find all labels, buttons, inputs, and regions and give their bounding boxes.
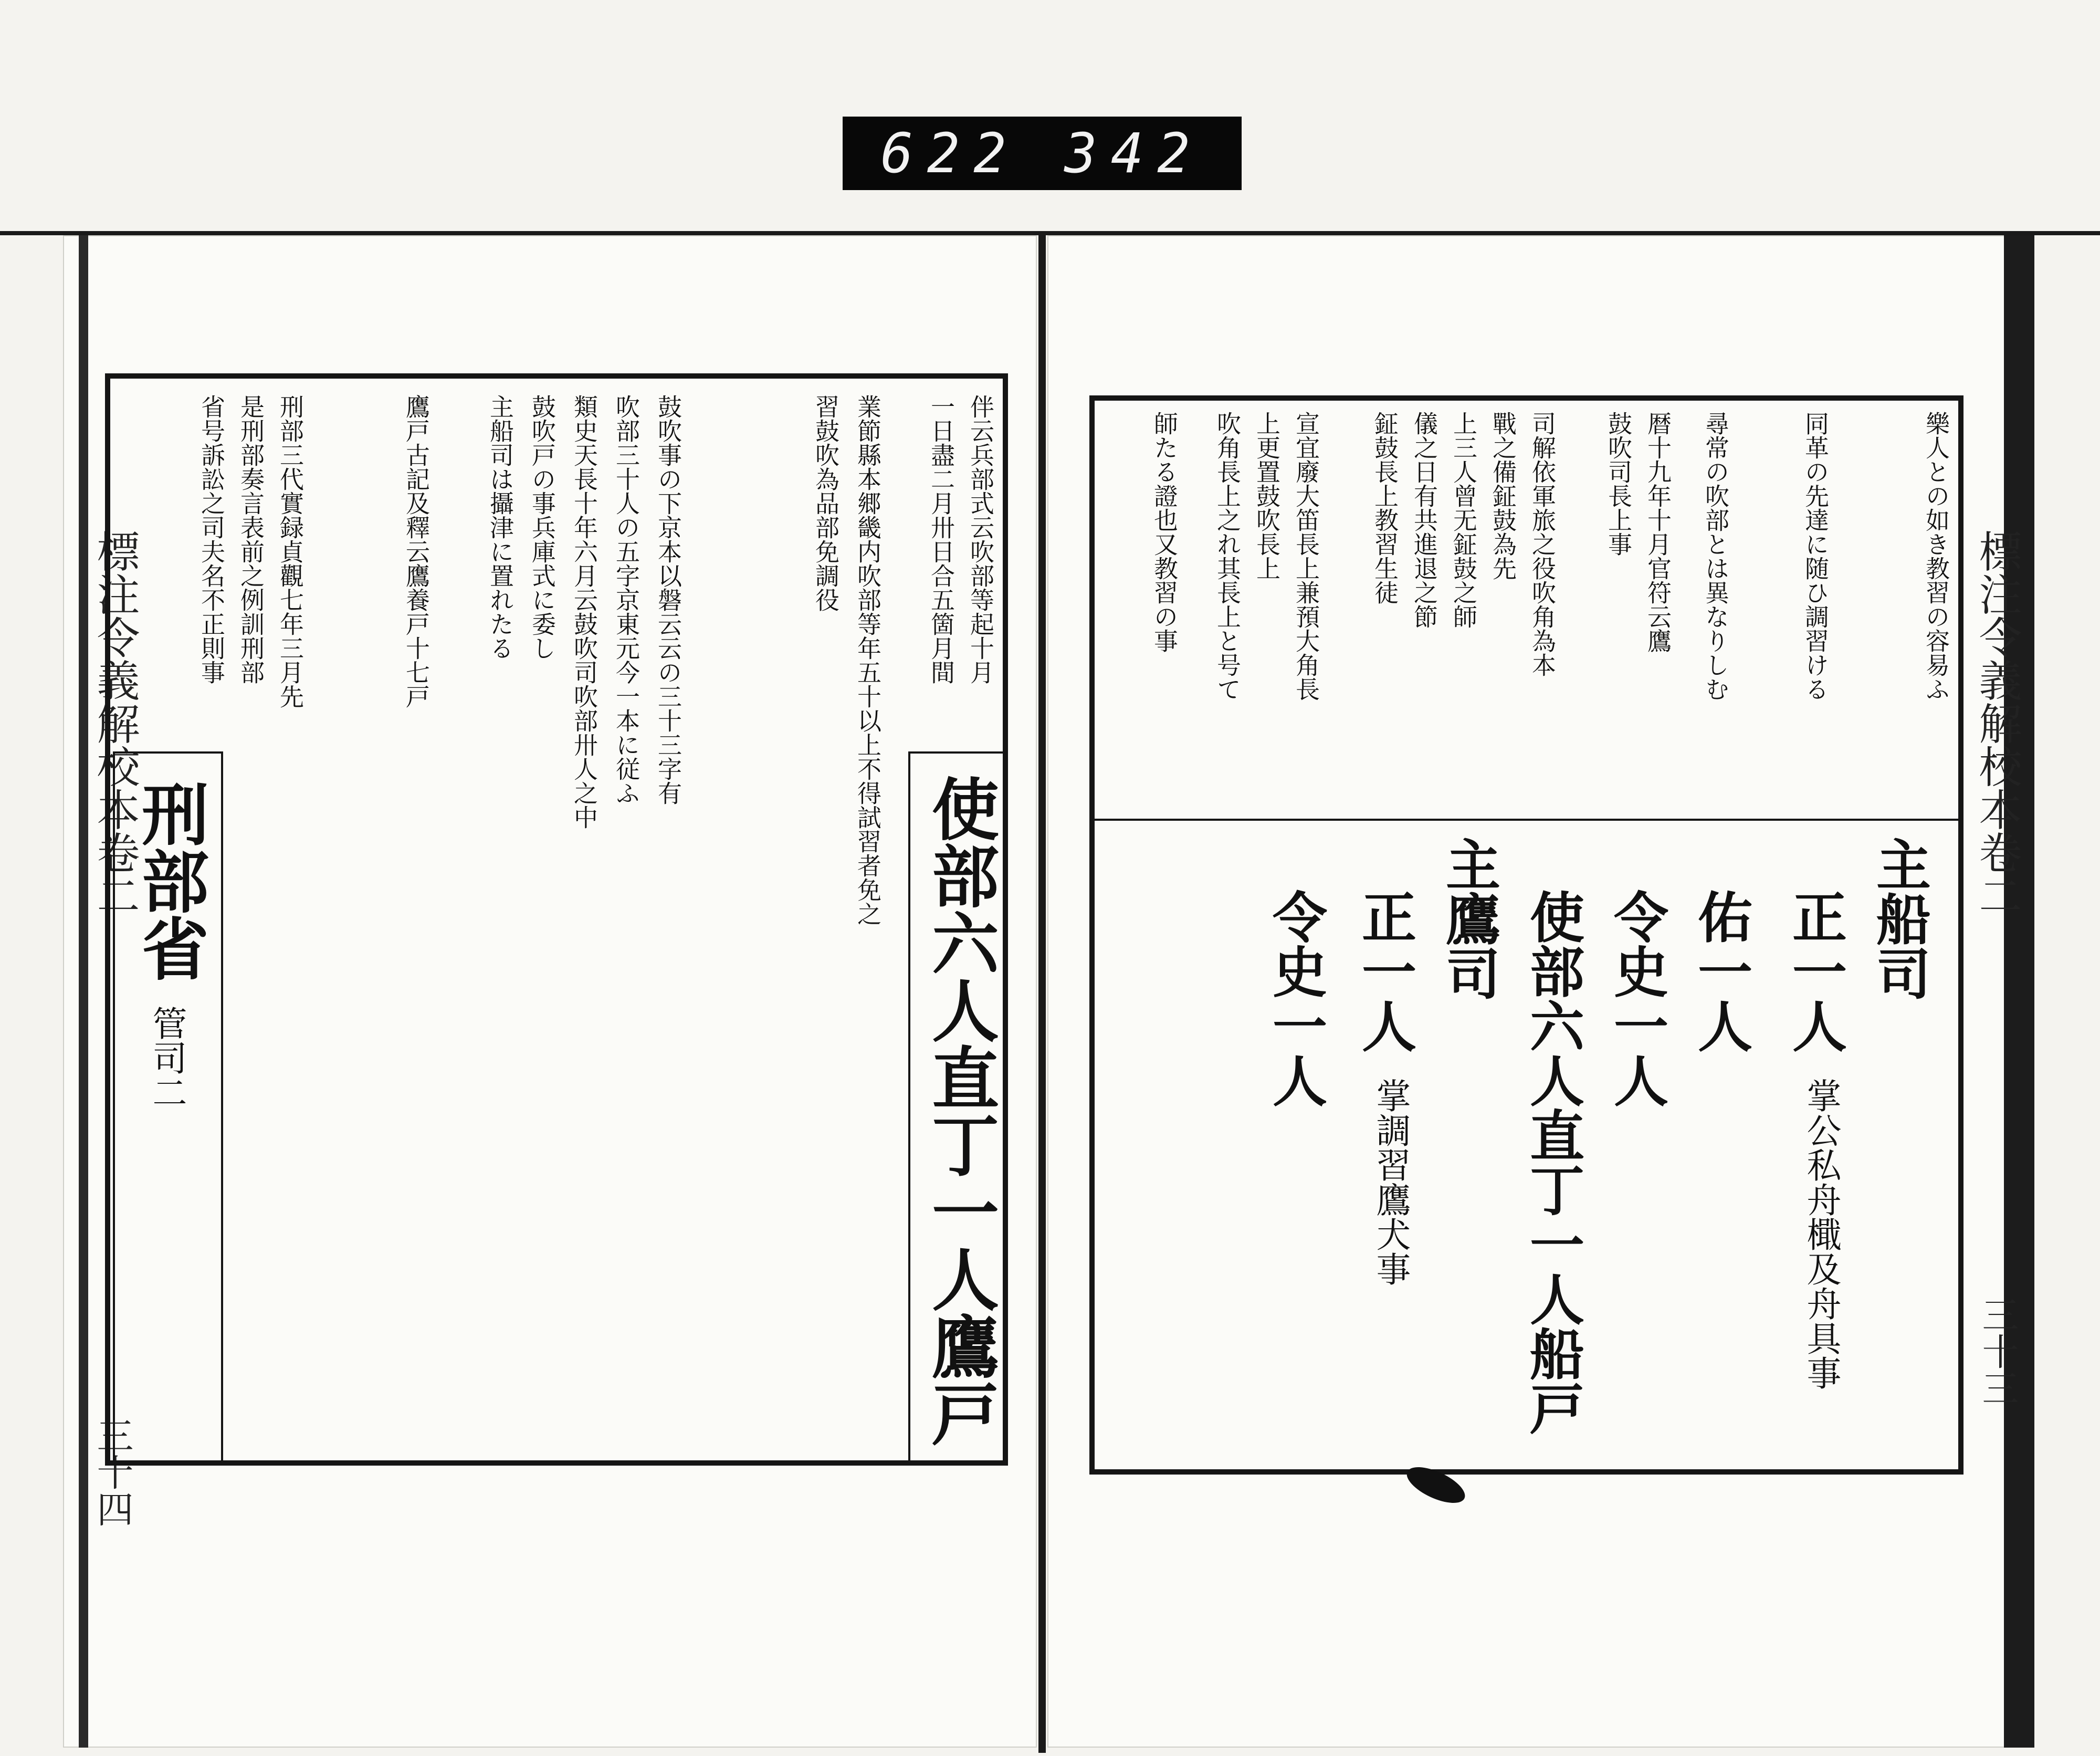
note-column: 戰之備鉦鼓為先 — [1489, 411, 1517, 580]
note-column: 吹角長上之れ其長上と号て — [1213, 411, 1242, 701]
note-column: 鉦鼓長上教習生徒 — [1371, 411, 1399, 604]
left-page-number: 三十四 — [91, 1417, 134, 1527]
right-page — [1047, 235, 2034, 1748]
note-column: 業節縣本郷畿内吹部等年五十以上不得試習者免之 — [854, 394, 882, 926]
post-sho-taka-gloss: 掌調習鷹犬事 — [1370, 1078, 1411, 1286]
note-column: 鼓吹司長上事 — [1604, 411, 1633, 556]
book-gutter — [1038, 235, 1046, 1753]
ink-blot — [1402, 1460, 1470, 1510]
note-column: 一日盡二月卅日合五箇月間 — [927, 394, 956, 684]
note-column: 省号訴訟之司夫名不正則事 — [197, 394, 226, 684]
note-column: 宣宜廢大笛長上兼預大角長 — [1292, 411, 1320, 701]
note-column: 鼓吹事の下京本以磐云云の三十三字有 — [654, 394, 682, 805]
note-column: 伴云兵部式云吹部等起十月 — [967, 394, 995, 684]
note-column: 司解依軍旅之役吹角為本 — [1528, 411, 1557, 677]
note-column: 樂人との如き教習の容易ふ — [1922, 411, 1950, 701]
note-column: 儀之日有共進退之節 — [1410, 411, 1438, 629]
post-reishi-taka: 令史一人 — [1263, 889, 1328, 1107]
right-notes-band — [1095, 401, 1958, 821]
left-main-heading-box — [908, 751, 1005, 1463]
left-page — [63, 235, 1037, 1748]
note-column: 暦十九年十月官符云鷹 — [1644, 411, 1672, 653]
post-sho: 正一人 — [1783, 889, 1847, 1053]
note-column: 鷹戸古記及釋云鷹養戸十七戸 — [402, 394, 430, 708]
film-number-left: 622 — [880, 121, 1020, 185]
note-column: 類史天長十年六月云鼓吹司吹部卅人之中 — [570, 394, 598, 829]
right-page-border — [1089, 395, 1964, 1475]
ministry-subtitle: 管司二 — [146, 1006, 187, 1110]
left-main-heading: 使部六人直丁一人鷹戸 — [920, 775, 999, 1447]
note-column: 上更置鼓吹長上 — [1253, 411, 1281, 580]
note-column: 鼓吹戸の事兵庫式に委し — [528, 394, 556, 660]
scan-edge-line — [0, 231, 2100, 235]
left-header-box — [113, 751, 223, 1463]
right-spine-title: 標注令義解校本卷二 — [1972, 529, 2022, 917]
film-number-right: 342 — [1064, 121, 1204, 185]
note-column: 尋常の吹部とは異なりしむ — [1702, 411, 1730, 701]
left-page-border — [105, 373, 1008, 1466]
office-heading-shusen: 主船司 — [1867, 837, 1931, 1000]
left-spine-title: 標注令義解校本卷二 — [90, 529, 140, 917]
post-suke: 佑一人 — [1688, 889, 1753, 1053]
right-page-number: 三十三 — [1976, 1296, 2019, 1406]
note-column: 吹部三十人の五字京東元今一本に従ふ — [612, 394, 640, 805]
note-column: 上三人曾无鉦鼓之師 — [1450, 411, 1478, 629]
right-page-spine-edge — [2004, 235, 2034, 1748]
post-sho-taka: 正一人 — [1352, 889, 1417, 1053]
ministry-title: 刑部省 — [130, 780, 209, 981]
note-column: 主船司は攝津に置れたる — [486, 394, 514, 660]
post-sho-gloss: 掌公私舟檝及舟具事 — [1801, 1078, 1841, 1390]
note-column: 師たる證也又教習の事 — [1150, 411, 1179, 653]
office-heading-shuyo: 主鷹司 — [1436, 837, 1501, 1000]
film-frame-number — [843, 117, 1242, 190]
note-column: 刑部三代實録貞觀七年三月先 — [276, 394, 304, 708]
post-shibu-funato: 使部六人直丁一人船戸 — [1520, 889, 1585, 1435]
post-reishi: 令史一人 — [1604, 889, 1669, 1107]
note-column: 是刑部奏言表前之例訓刑部 — [237, 394, 265, 684]
note-column: 習鼓吹為品部免調役 — [812, 394, 840, 612]
note-column: 同革の先達に随ひ調習ける — [1801, 411, 1830, 701]
